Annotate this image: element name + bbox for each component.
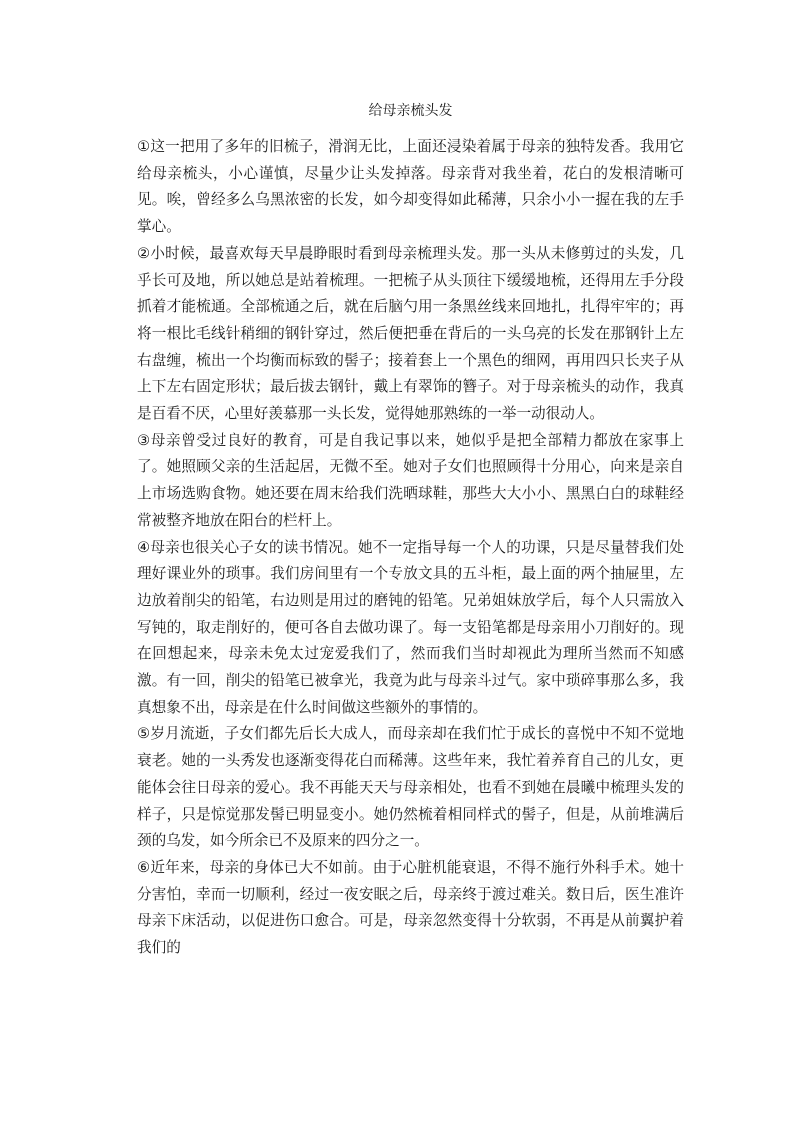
paragraph-3: ③母亲曾受过良好的教育，可是自我记事以来，她似乎是把全部精力都放在家事上了。她照顾父亲的生活起居，无微不至。她对子女们也照顾得十分用心，向来是亲自上市场选购食物。她还要在周末给我们洗晒球鞋，那些大大小小、黑黑白白的球鞋经常被整齐地放在阳台的栏杆上。	[137, 431, 684, 529]
document-title: 给母亲梳头发	[368, 103, 453, 119]
paragraph-2: ②小时候，最喜欢每天早晨睁眼时看到母亲梳理头发。那一头从未修剪过的头发，几乎长可及地，所以她总是站着梳理。一把梳子从头顶往下缓缓地梳，还得用左手分段抓着才能梳通。全部梳通之后，就在后脑勺用一条黑丝线来回地扎，扎得牢牢的；再将一根比毛线针稍细的钢针穿过，然后便把垂在背后的一头乌亮的长发在那钢针上左右盘缠，梳出一个均衡而标致的髻子；接着套上一个黑色的细网，再用四只长夹子从上下左右固定形状；最后拔去钢针，戴上有翠饰的簪子。对于母亲梳头的动作，我真是百看不厌，心里好羡慕那一头长发，觉得她那熟练的一举一动很动人。	[137, 244, 684, 423]
paragraph-6: ⑥近年来，母亲的身体已大不如前。由于心脏机能衰退，不得不施行外科手术。她十分害怕，幸而一切顺利，经过一夜安眠之后，母亲终于渡过难关。数日后，医生准许母亲下床活动，以促进伤口愈合。可是，母亲忽然变得十分软弱，不再是从前翼护着我们的	[137, 858, 684, 957]
paragraph-1: ①这一把用了多年的旧梳子，滑润无比，上面还浸染着属于母亲的独特发香。我用它给母亲梳头，小心谨慎，尽量少让头发掉落。母亲背对我坐着，花白的发根清晰可见。唉，曾经多么乌黑浓密的长发，如今却变得如此稀薄，只余小小一握在我的左手掌心。	[137, 138, 684, 236]
paragraph-5: ⑤岁月流逝，子女们都先后长大成人，而母亲却在我们忙于成长的喜悦中不知不觉地衰老。她的一头秀发也逐渐变得花白而稀薄。这些年来，我忙着养育自己的儿女，更能体会往日母亲的爱心。我不再能天天与母亲相处，也看不到她在晨曦中梳理头发的样子，只是惊觉那发髻已明显变小。她仍然梳着相同样式的髻子，但是，从前堆满后颈的乌发，如今所余已不及原来的四分之一。	[137, 725, 684, 850]
paragraph-4: ④母亲也很关心子女的读书情况。她不一定指导每一个人的功课，只是尽量替我们处理好课业外的琐事。我们房间里有一个专放文具的五斗柜，最上面的两个抽屉里，左边放着削尖的铅笔，右边则是用过的磨钝的铅笔。兄弟姐妹放学后，每个人只需放入写钝的，取走削好的，便可各自去做功课了。每一支铅笔都是母亲用小刀削好的。现在回想起来，母亲未免太过宠爱我们了，然而我们当时却视此为理所当然而不知感激。有一回，削尖的铅笔已被拿光，我竟为此与母亲斗过气。家中琐碎事那么多，我真想象不出，母亲是在什么时间做这些额外的事情的。	[137, 538, 684, 716]
